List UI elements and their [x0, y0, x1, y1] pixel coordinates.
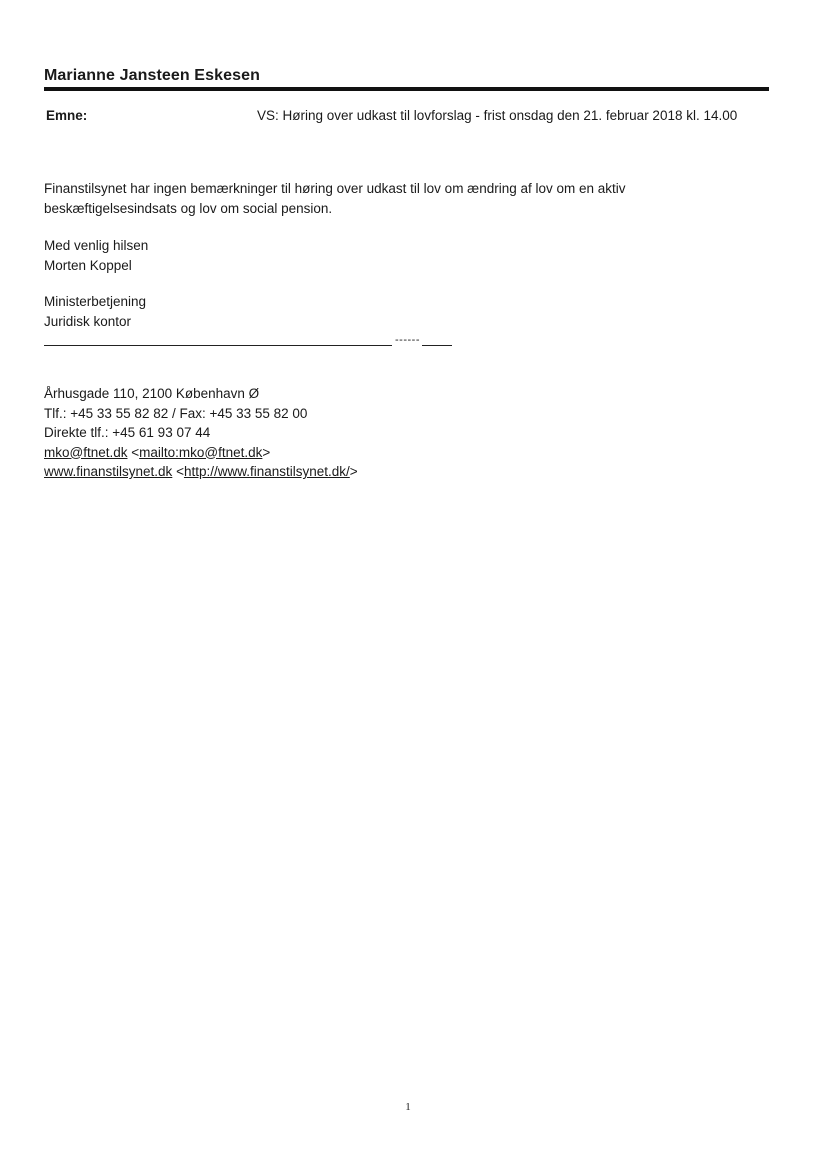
- email-bracket-close: >: [262, 444, 271, 460]
- department-block: [44, 292, 146, 331]
- signer-name: Morten Koppel: [44, 257, 132, 273]
- subject-value: VS: Høring over udkast til lovforslag - frist onsdag den 21. februar 2018 kl. 14.00: [257, 108, 738, 123]
- message-paragraph: [44, 179, 626, 218]
- greeting: Med venlig hilsen: [44, 238, 149, 253]
- header-rule: [44, 87, 769, 91]
- contact-block: [44, 384, 358, 482]
- contact-address: Århusgade 110, 2100 København Ø: [44, 386, 260, 401]
- department-line-2: Juridisk kontor: [44, 313, 132, 329]
- contact-email-line: [44, 443, 358, 463]
- contact-direct-phone: Direkte tlf.: +45 61 93 07 44: [44, 425, 211, 440]
- subject-label: Emne:: [46, 108, 88, 123]
- page-number: 1: [405, 1101, 411, 1113]
- signature-block: [44, 236, 148, 275]
- contact-phone-fax: Tlf.: +45 33 55 82 82 / Fax: +45 33 55 82 00: [44, 405, 308, 421]
- website-link[interactable]: www.finanstilsynet.dk: [44, 464, 173, 479]
- department-line-1: Ministerbetjening: [44, 294, 147, 309]
- sender-name: Marianne Jansteen Eskesen: [44, 67, 260, 84]
- website-bracket-open: <: [172, 464, 184, 479]
- contact-website-line: [44, 462, 358, 482]
- website-bracket-close: >: [349, 464, 358, 479]
- website-url-link[interactable]: http://www.finanstilsynet.dk/: [183, 464, 350, 479]
- paragraph-line-2: beskæftigelsesindsats og lov om social pension.: [44, 200, 333, 216]
- separator-line: [44, 345, 392, 346]
- mailto-link[interactable]: mailto:mko@ftnet.dk: [139, 444, 263, 460]
- paragraph-line-1: Finanstilsynet har ingen bemærkninger til høring over udkast til lov om ændring af lov om en aktiv: [44, 181, 626, 196]
- email-bracket-open: <: [127, 444, 140, 460]
- separator-line-short: [422, 345, 452, 346]
- separator-dashes: ------: [395, 334, 420, 346]
- email-link[interactable]: mko@ftnet.dk: [44, 444, 128, 460]
